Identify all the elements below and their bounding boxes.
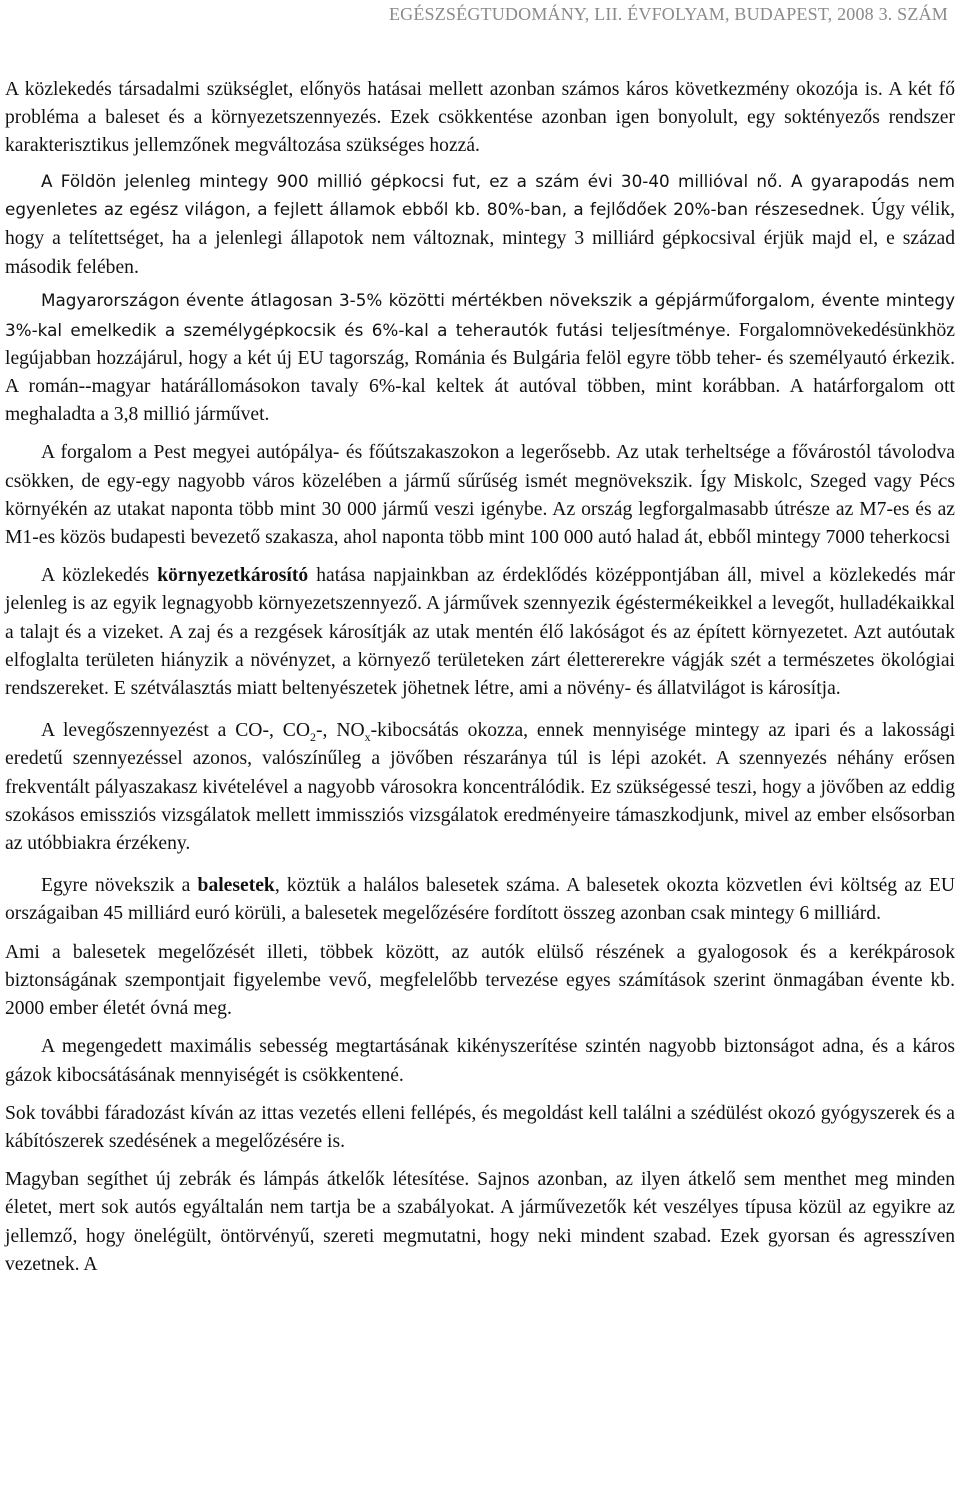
- hungary-traffic-text: Magyarországon évente átlagosan 3-5% közötti mértékben növekszik a gépjárműforgalom, évente mintegy 3%-kal emelkedik a személygépkocsik és 6%-kal a teherautók futási teljesítménye.: [5, 290, 955, 340]
- world-cars-text: A Földön jelenleg mintegy 900 millió gépkocsi fut, ez a szám évi 30-40 millióval nő. A gyarapodás nem egyenletes az egész világon, a fejlett államok ebből kb. 80%-ban, a fejlődőek 20%-ban részesednek.: [5, 170, 955, 219]
- article-body: [5, 76, 955, 1279]
- hungary-border-text: Forgalomnövekedésünkhöz legújabban hozzájárul, hogy a két új EU tagország, Románia és Bulgária felöl egyre több teher- és személyautó érkezik. A román--magyar határállomásokon tavaly 6%-kal keltek át autóval többen, mint korábban. A határforgalom ott meghaladta a 3,8 millió járművet.: [5, 319, 955, 426]
- paragraph-environment: [5, 562, 955, 703]
- accidents-text-start: Egyre növekszik a: [41, 875, 198, 897]
- paragraph-crossings: Magyban segíthet új zebrák és lámpás átkelők létesítése. Sajnos azonban, az ilyen átkelő sem menthet meg minden életet, mert sok autós egyáltalán nem tartja be a szabályokat. A járművezetők két veszélyes típusa közül az egyikre az jellemző, hogy önelégült, öntörvényű, szereti megmutatni, hogy neki mindent szabad. Ezek gyorsan és agresszíven vezetnek. A: [5, 1169, 955, 1275]
- world-cars-saturation-text: Úgy vélik, hogy a telítettséget, ha a jelenlegi állapotok nem változnak, mintegy 3 milliárd gépkocsival érjük majd el, e század második felében.: [5, 198, 956, 279]
- pollution-subscript-2: 2: [310, 730, 316, 745]
- paragraph-air-pollution: [5, 717, 955, 858]
- pollution-text-c: -kibocsátás okozza, ennek mennyisége mintegy az ipari és a lakossági eredetű szennyezéssel azonos, valószínűleg a jövőben részaránya túl is lépi azokét. A szennyezés néhány erősen frekventált pályaszakasz kivételével a nagyobb városokra koncentrálódik. Ez szükségessé teszi, hogy a jövőben az eddig szokásos emissziós vizsgálatok mellett immissziós vizsgálatok eredményeire támaszkodjunk, mivel az ember elsősorban az utóbbiakra érzékeny.: [5, 720, 956, 855]
- running-header: EGÉSZSÉGTUDOMÁNY, LII. ÉVFOLYAM, BUDAPEST, 2008 3. SZÁM: [388, 4, 948, 24]
- paragraph-speed-limit: A megengedett maximális sebesség megtartásának kikényszerítése szintén nagyobb biztonságot adna, és a káros gázok kibocsátásának mennyiségét is csökkentené.: [5, 1036, 955, 1086]
- paragraph-world-cars: [5, 167, 955, 283]
- pollution-text-b: -, NO: [316, 720, 365, 742]
- accidents-keyword: balesetek: [197, 875, 275, 897]
- paragraph-pest-roads: A forgalom a Pest megyei autópálya- és főútszakaszokon a legerősebb. Az utak terheltsége a fővárostól távolodva csökken, de egy-egy nagyobb város közelében a jármű sűrűség ismét megnövekszik. Így Miskolc, Szeged vagy Pécs környékén az utakat naponta több mint 30 000 jármű veszi igénybe. Az ország legforgalmasabb útrésze az M7-es és az M1-es közös budapesti bevezető szakasza, ahol naponta több mint 100 000 autó halad át, ebből mintegy 7000 teherkocsi: [5, 442, 955, 549]
- pollution-subscript-x: x: [364, 730, 371, 745]
- accidents-text-end: , köztük a halálos balesetek száma. A balesetek okozta közvetlen évi költség az EU országaiban 45 milliárd euró körüli, a balesetek megelőzésére fordított összeg azonban csak mintegy 6 milliárd.: [5, 875, 955, 925]
- pollution-text-a: A levegőszennyezést a CO-, CO: [41, 720, 310, 742]
- environment-text-start: A közlekedés: [41, 565, 158, 587]
- environment-text-end: hatása napjainkban az érdeklődés középpontjában áll, mivel a közlekedés már jelenleg is az egyik legnagyobb környezetszennyező. A járművek szennyezik égéstermékeikkel a levegőt, hulladékaikkal a talajt és a vizeket. A zaj és a rezgések károsítják az utak mentén élő lakóságot és az épített környezetet. Azt autóutak elfoglalta területen hiányzik a növényzet, a környező területeken zárt élettererekre vágják szét a természetes ökológiai rendszereket. E szétválasztás miatt beltenyészetek jöhetnek létre, ami a növény- és állatvilágot is károsítja.: [5, 565, 955, 700]
- environment-keyword: környezetkárosító: [157, 565, 309, 587]
- paragraph-accidents: [5, 872, 955, 928]
- paragraph-intro: A közlekedés társadalmi szükséglet, előnyös hatásai mellett azonban számos káros következmény okozója is. A két fő probléma a baleset és a környezetszennyezés. Ezek csökkentése azonban igen bonyolult, egy soktényezős rendszer karakterisztikus jellemzőnek megváltozása szükséges hozzá.: [5, 79, 955, 157]
- paragraph-drunk-driving: Sok további fáradozást kíván az ittas vezetés elleni fellépés, és megoldást kell találni a szédülést okozó gyógyszerek és a kábítószerek szedésének a megelőzésére is.: [5, 1102, 955, 1152]
- paragraph-prevention: Ami a balesetek megelőzését illeti, többek között, az autók elülső részének a gyalogosok és a kerékpárosok biztonságának szempontjait figyelembe vevő, megfelelőbb tervezése egyes számítások szerint önmagában évente kb. 2000 ember életét óvná meg.: [5, 941, 955, 1020]
- paragraph-hungary-traffic: [5, 286, 955, 429]
